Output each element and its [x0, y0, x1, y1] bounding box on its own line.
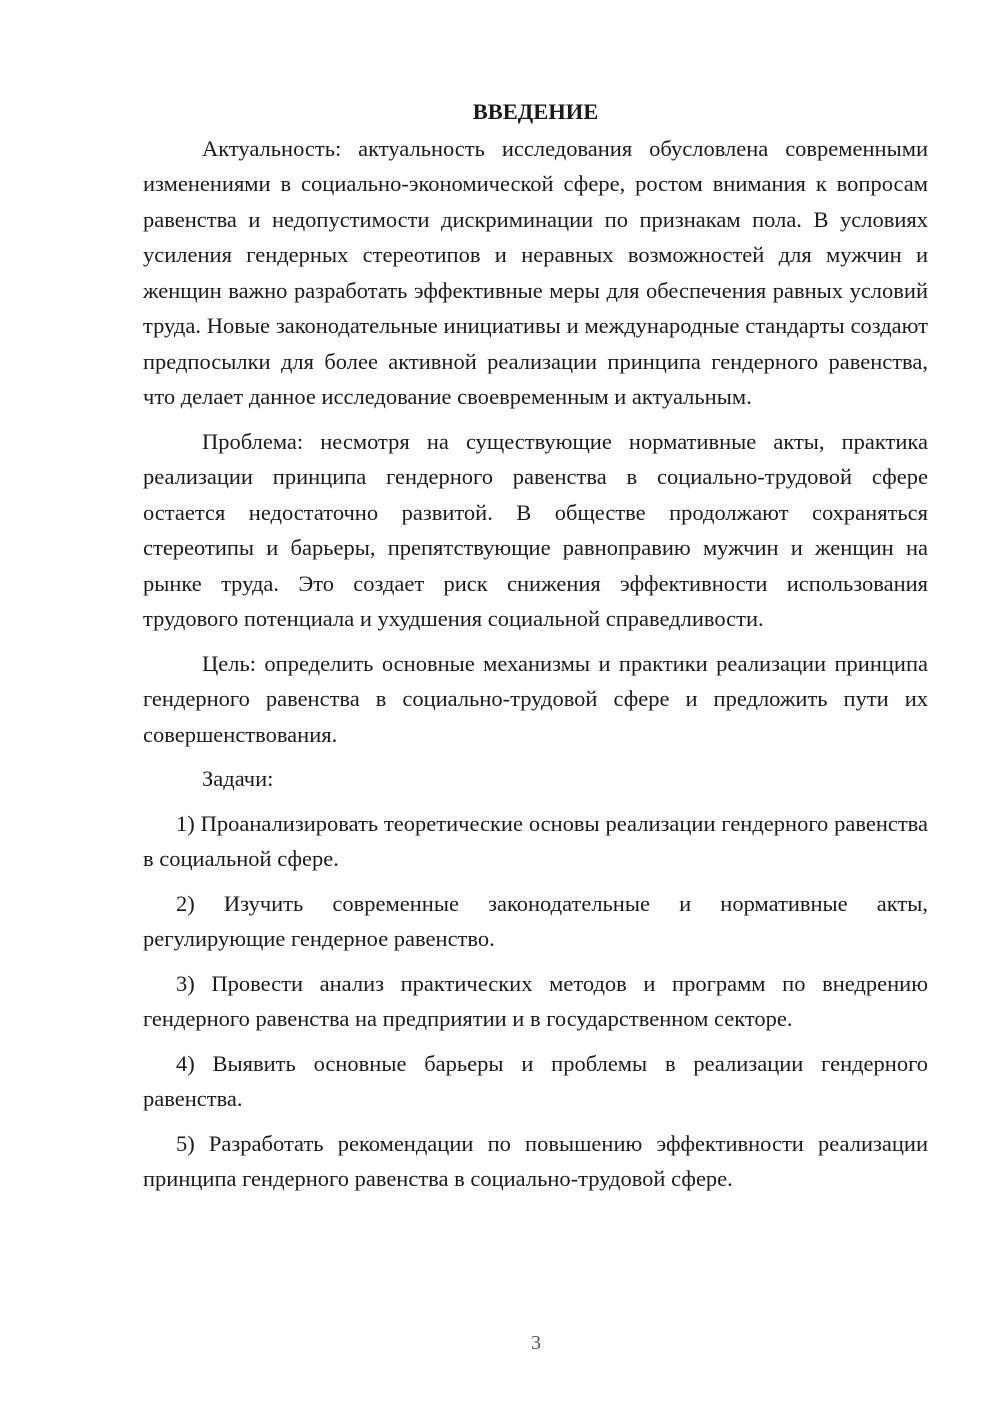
section-title: ВВЕДЕНИЕ	[472, 99, 599, 124]
task-item: 4) Выявить основные барьеры и проблемы в реализации гендерного равенства.	[143, 1050, 928, 1111]
page-number: 3	[531, 1332, 541, 1354]
page-content	[143, 94, 928, 1206]
paragraph-relevance: Актуальность: актуальность исследования обусловлена современными изменениями в социально-экономической сфере, ростом внимания к вопросам равенства и недопустимости дискриминации по признакам пола. В условиях усиления гендерных стереотипов и неравных возможностей для мужчин и женщин важно разработать эффективные меры для обеспечения равных условий труда. Новые законодательные инициативы и международные стандарты создают предпосылки для более активной реализации принципа гендерного равенства, что делает данное исследование своевременным и актуальным.	[143, 135, 928, 409]
paragraph-tasks-heading: Задачи:	[202, 766, 274, 791]
paragraph-goal: Цель: определить основные механизмы и практики реализации принципа гендерного равенства в социально-трудовой сфере и предложить пути их совершенствования.	[143, 650, 928, 747]
paragraph-problem: Проблема: несмотря на существующие нормативные акты, практика реализации принципа гендерного равенства в социально-трудовой сфере остается недостаточно развитой. В обществе продолжают сохраняться стереотипы и барьеры, препятствующие равноправию мужчин и женщин на рынке труда. Это создает риск снижения эффективности использования трудового потенциала и ухудшения социальной справедливости.	[143, 428, 928, 631]
task-item: 2) Изучить современные законодательные и нормативные акты, регулирующие гендерное равенство.	[143, 890, 928, 951]
task-item: 3) Провести анализ практических методов и программ по внедрению гендерного равенства на предприятии и в государственном секторе.	[143, 970, 928, 1031]
task-item: 1) Проанализировать теоретические основы реализации гендерного равенства в социальной сфере.	[143, 810, 928, 871]
task-item: 5) Разработать рекомендации по повышению эффективности реализации принципа гендерного равенства в социально-трудовой сфере.	[143, 1130, 928, 1191]
